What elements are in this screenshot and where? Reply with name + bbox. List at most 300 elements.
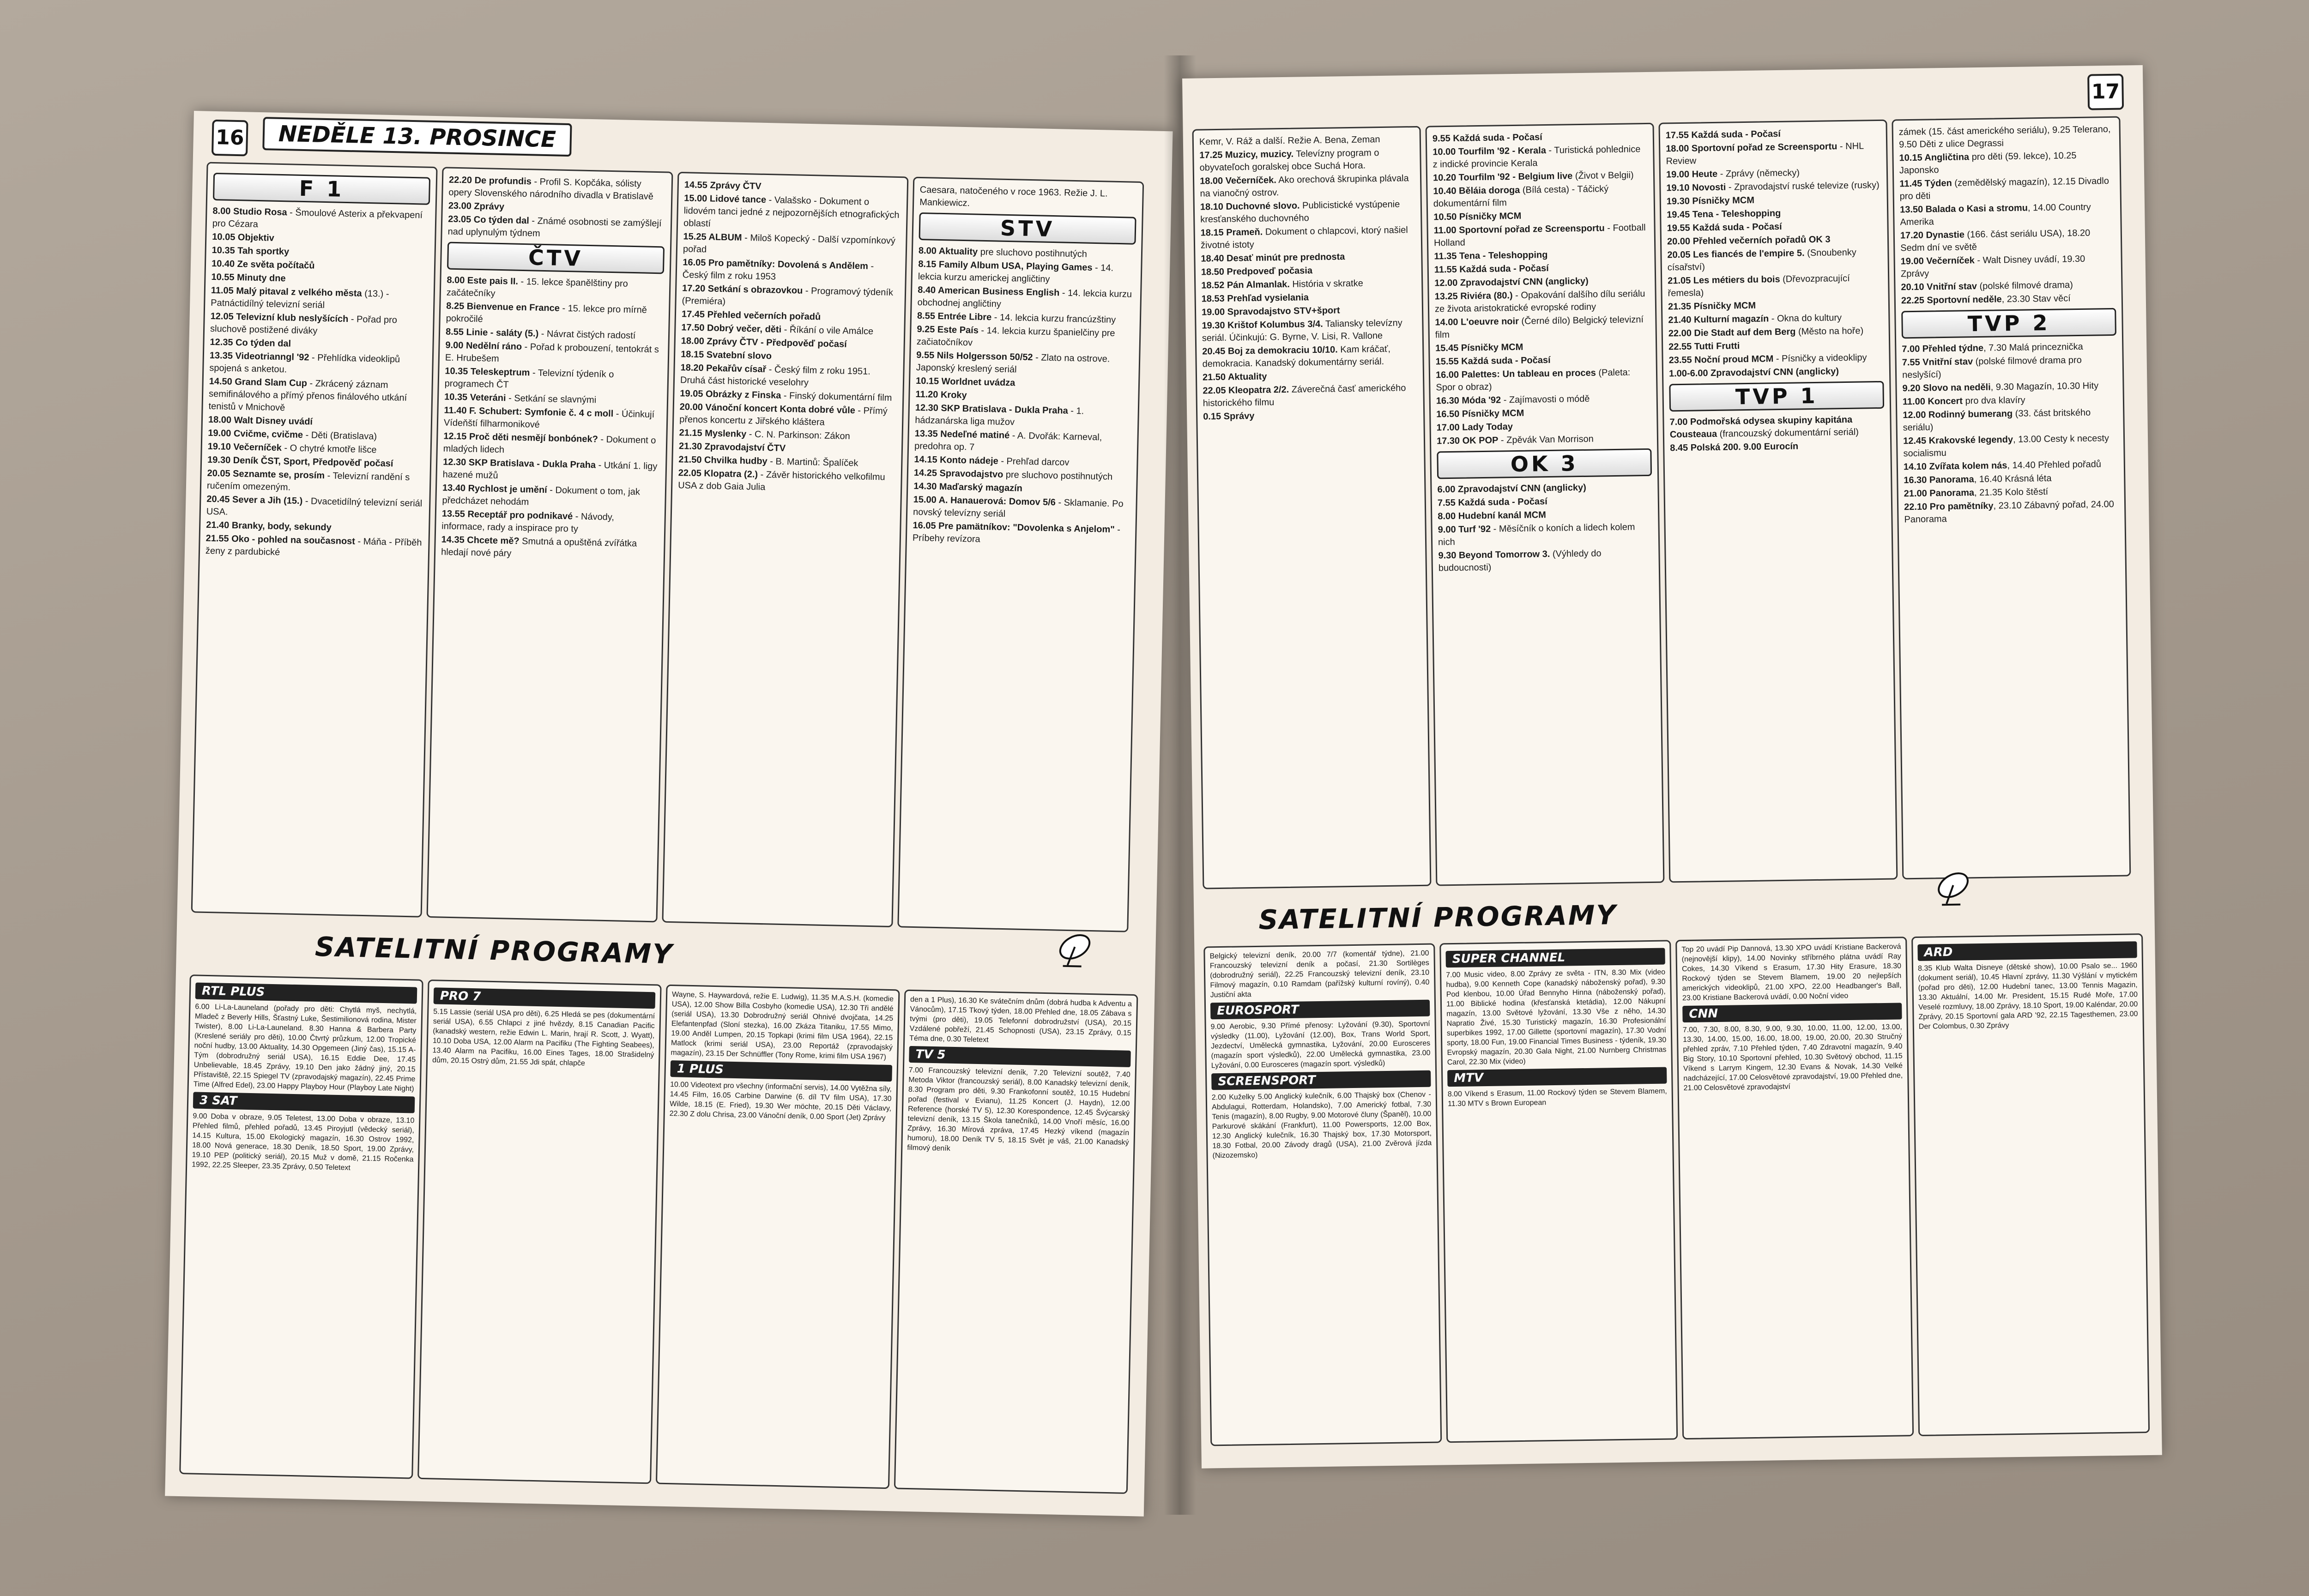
program-time-title: 12.05 Televizní klub neslyšících — [210, 311, 349, 325]
satellite-channel-name: 3 SAT — [193, 1092, 415, 1113]
program-time-title: 18.00 Zprávy ČTV - Předpověď počasí — [681, 336, 847, 350]
program-description: (Paleta: Spor o obraz) — [1436, 367, 1631, 393]
page-number: 16 — [212, 120, 248, 157]
satellite-column — [417, 979, 662, 1484]
program-description: - Zpěvák Van Morrison — [1498, 434, 1594, 446]
program-description: (166. část seriálu USA), 18.20 Sedm dní ve světě — [1900, 228, 2091, 254]
program-entry — [448, 174, 666, 204]
program-time-title: 19.10 Novosti — [1666, 182, 1726, 193]
satellite-dish-icon — [1932, 866, 1974, 908]
program-description: - Závěr historického velkofilmu USA z dob Gaia Julia — [678, 469, 885, 493]
program-description: , 21.35 Kolo štěstí — [1974, 486, 2049, 498]
program-description: - Máňa - Příběh ženy z pardubické — [205, 536, 422, 558]
program-list — [1666, 127, 1885, 454]
program-description: - C. N. Parkinson: Zákon — [746, 429, 850, 441]
program-description: - Zprávy (německy) — [1717, 168, 1800, 179]
program-description: - Přehlídka videoklipů spojená s anketou. — [209, 352, 400, 375]
channel-name: TVP 1 — [1669, 381, 1884, 411]
program-entry — [1200, 172, 1415, 200]
program-time-title: 8.55 Linie - saláty (5.) — [445, 326, 539, 339]
program-time-title: 18.15 Prameň. — [1200, 227, 1263, 238]
program-time-title: 10.35 Tah sportky — [212, 245, 290, 257]
program-time-title: 13.55 Receptář pro podnikavé — [441, 508, 573, 522]
program-entry — [212, 205, 430, 235]
program-entry — [1666, 166, 1881, 181]
program-time-title: 9.20 Slovo na neděli — [1902, 382, 1991, 394]
program-entry — [1433, 182, 1648, 210]
program-time-title: 17.45 Přehled večerních pořadů — [681, 309, 821, 322]
program-description: Dokument o chlapcovi, ktorý našiel životné istoty — [1200, 225, 1408, 251]
program-entry — [1667, 233, 1882, 248]
program-entry — [1899, 175, 2115, 203]
program-entry — [1668, 351, 1883, 367]
program-entry — [1901, 253, 2116, 280]
program-time-title: 15.25 ALBUM — [683, 231, 742, 243]
program-time-title: 21.00 Panorama — [1904, 488, 1975, 499]
program-time-title: 19.10 Večerníček — [207, 441, 282, 453]
program-entry — [1199, 133, 1414, 148]
program-time-title: 16.50 Písničky MCM — [1436, 408, 1524, 420]
program-time-title: 10.40 Běláia doroga — [1433, 185, 1520, 197]
program-list — [206, 205, 430, 562]
program-list — [913, 184, 1137, 549]
program-entry — [1434, 274, 1649, 290]
program-time-title: 22.00 Die Stadt auf dem Berg — [1668, 326, 1796, 339]
satellite-channel-name: TV 5 — [909, 1046, 1131, 1067]
program-description: pro dva klavíry — [1962, 395, 2025, 406]
program-entry — [1433, 222, 1649, 249]
program-entry — [1668, 272, 1883, 300]
program-time-title: 11.00 Sportovní pořad ze Screensportu — [1433, 223, 1605, 236]
program-description: - Návody, informace, rady a inspirace pro ty — [441, 511, 615, 534]
program-entry — [1202, 317, 1417, 345]
program-description: , 16.40 Krásná léta — [1974, 473, 2052, 485]
program-time-title: 14.35 Chcete mě? — [441, 534, 520, 546]
program-entry — [1667, 206, 1881, 221]
program-entry — [1903, 432, 2118, 460]
program-description: - Football Holland — [1433, 223, 1646, 248]
program-time-title: 19.55 Každá suda - Počasí — [1667, 221, 1782, 234]
program-time-title: 17.25 Muzicy, muzicy. — [1199, 149, 1294, 161]
program-entry — [1666, 179, 1881, 194]
program-time-title: 16.30 Móda '92 — [1436, 395, 1501, 406]
program-time-title: 7.55 Každá suda - Počasí — [1437, 496, 1547, 508]
program-time-title: 21.50 Aktuality — [1202, 371, 1267, 383]
program-entry — [447, 213, 665, 243]
program-time-title: 20.00 Přehled večerních pořadů OK 3 — [1667, 234, 1831, 247]
satellite-channel-name: MTV — [1447, 1067, 1667, 1087]
program-time-title: 14.15 Konto nádeje — [914, 454, 999, 466]
program-time-title: 19.30 Krištof Kolumbus 3/4. — [1202, 319, 1323, 331]
satellite-channel-name: ARD — [1917, 941, 2137, 961]
program-description: (Dřevozpracující řemesla) — [1668, 273, 1850, 299]
program-description: História v skratke — [1289, 278, 1363, 290]
channel-column — [1425, 123, 1664, 886]
program-description: Televízny program o obyvateľoch goralskej obce Suchá Hora. — [1199, 148, 1379, 173]
program-description: - Měsíčník o koních a lidech kolem nich — [1438, 522, 1635, 548]
program-description: - NHL Review — [1666, 141, 1864, 167]
program-entry — [682, 256, 900, 286]
program-time-title: 18.40 Desať minút pre prednosta — [1201, 252, 1345, 264]
program-time-title: 10.15 Worldnet uvádza — [915, 375, 1015, 388]
program-description: Publicistické vystúpenie kresťanského duchovného — [1200, 199, 1400, 225]
program-description: - Programový týdeník (Premiéra) — [682, 285, 894, 307]
program-description: - 14. lekcia kurzu americkej angličtiny — [918, 262, 1114, 284]
satellite-schedule-text: 2.00 Kuželky 5.00 Anglický kulečník, 6.00 Thajský box (Chenov - Abdulagui, Rotterdam, Holandsko), 7.00 Americký fotbal, 7.30 Tenis (magazín), 8.00 Rugby, 9.00 Motorové čluny (Španěl), 10.00 Parkurové skákání (Frankfurt), 11.00 Powersports, 12.00 Box, 12.30 Anglický kulečník, 16.30 Thajský box, 17.30 Motorsport, 18.30 Fotbal, 20.00 Závody dragů (USA), 21.00 Zvěrová jízda (Nizozemsko) — [1211, 1090, 1432, 1160]
program-description: - Zkrácený záznam semifinálového a přímý přenos finálového utkání tenistů v Mnichově — [208, 378, 407, 413]
program-description: - Utkání 1. ligy hazené mužů — [442, 460, 658, 481]
satellite-schedule-text: 9.00 Aerobic, 9.30 Přímé přenosy: Lyžování (9.30), Sportovní výsledky (11.00), Lyžování (12.00), Box, Trans World Sport, Jezdectví, Umělecká gymnastika, Lyžování, 20.00 Eurosceres (magazín sport výsledků), 22.00 Umělecká gymnastika, 23.00 Lyžování, 0.00 Eurosceres (magazín sport. výsledků) — [1210, 1020, 1431, 1070]
program-entry — [1202, 343, 1417, 370]
program-description: - Říkání o vile Amálce — [781, 324, 874, 337]
program-list — [1899, 123, 2119, 526]
program-description: pre sluchovo postihnutých — [977, 247, 1088, 260]
program-time-title: 21.30 Zpravodajství ČTV — [678, 441, 786, 453]
program-time-title: 8.00 Studio Rosa — [212, 206, 287, 218]
channel-column — [897, 177, 1144, 932]
program-description: - Televizní randění s ručením omezeným. — [206, 471, 410, 493]
program-time-title: 22.05 Kleopatra 2/2. — [1203, 384, 1289, 396]
program-time-title: 10.50 Písničky MCM — [1433, 211, 1522, 223]
program-entry — [1435, 339, 1650, 355]
program-description: - Děti (Bratislava) — [302, 430, 377, 442]
program-time-title: 18.53 Prehľad vysielania — [1201, 292, 1309, 304]
program-time-title: 14.00 L'oeuvre noir — [1435, 316, 1519, 328]
program-time-title: 16.30 Panorama — [1904, 474, 1974, 486]
program-time-title: 12.30 SKP Bratislava - Dukla Praha — [915, 402, 1068, 416]
program-entry — [1203, 369, 1417, 384]
program-time-title: 21.55 Oko - pohled na současnost — [206, 533, 356, 547]
program-time-title: 8.55 Entrée Libre — [917, 310, 992, 323]
program-description: , 13.00 Cesty k necesty socialismu — [1903, 433, 2110, 459]
program-description: (Město na hoře) — [1795, 326, 1864, 337]
program-time-title: 8.00 Aktuality — [918, 245, 978, 257]
satellite-title: SATELITNÍ PROGRAMY — [1258, 899, 1617, 936]
program-time-title: 15.00 Lidové tance — [684, 193, 767, 205]
program-time-title: 12.00 Zpravodajství CNN (anglicky) — [1434, 276, 1589, 289]
program-description: - Český film z roku 1951. Druhá část historické veselohry — [680, 364, 871, 388]
program-entry — [1668, 298, 1883, 313]
page-number: 17 — [2087, 74, 2124, 110]
program-time-title: 13.25 Riviéra (80.) — [1434, 290, 1513, 302]
program-entry — [206, 493, 424, 523]
program-entry — [917, 284, 1135, 314]
program-entry — [443, 430, 661, 459]
program-list — [1433, 130, 1653, 574]
program-time-title: 11.35 Tena - Teleshopping — [1434, 249, 1548, 262]
program-time-title: 18.20 Pekařův císař — [680, 363, 767, 375]
program-entry — [444, 365, 662, 395]
program-time-title: 18.52 Pán Almanlak. — [1201, 279, 1290, 291]
program-time-title: 19.05 Obrázky z Finska — [680, 388, 781, 401]
program-entry — [442, 482, 659, 511]
program-time-title: 17.20 Setkání s obrazovkou — [682, 283, 803, 296]
channel-column — [427, 167, 673, 922]
program-entry — [1201, 277, 1416, 292]
program-description: (13.) - Patnáctidílný televizní seriál — [211, 288, 389, 311]
program-entry — [1667, 193, 1881, 208]
program-time-title: 14.50 Grand Slam Cup — [209, 376, 308, 389]
channel-name: OK 3 — [1437, 448, 1652, 479]
program-time-title: 12.35 Co týden dal — [210, 337, 291, 349]
program-entry — [1903, 406, 2118, 434]
program-time-title: 10.00 Tourfilm '92 - Kerala — [1433, 145, 1547, 157]
program-description: (Snoubenky císařství) — [1667, 247, 1856, 273]
program-entry — [1436, 392, 1651, 407]
satellite-schedule-text: 6.00 Li-La-Launeland (pořady pro děti: Chytlá myš, nechytlá, Mladeč z Beverly Hills, Šťastný Luke, Šestimilionová rodina, Mister Twister), 8.00 Li-La-Launeland. 8.30 Hanna & Barbera Party (Kreslené seriály pro děti), 10.00 Čtvrtý průzkum, 12.00 Tropické noční hudby, 13.00 Aktuality, 14.30 Opgemeen (Jiný čas), 15.15 A-Tým (dobrodružný seriál USA), 16.15 Eddie Dee, 17.45 Unbelievable, 18.45 Zprávy, 19.10 Den jako žádný jiný, 20.15 Přístaviště, 22.15 Spiegel TV (zpravodajský magazín), 22.45 Prime Time (Alfred Edel), 23.00 Happy Playboy Hour (Playboy Late Night) — [193, 1003, 417, 1093]
channel-column — [1192, 126, 1432, 889]
channel-grid — [1192, 116, 2145, 889]
program-description: , 23.10 Zábavný pořad, 24.00 Panorama — [1904, 499, 2114, 525]
program-description: , 23.30 Stav věcí — [2001, 293, 2071, 305]
program-description: - Setkání se slavnými — [506, 393, 597, 405]
program-time-title: 19.00 Heute — [1666, 169, 1718, 180]
program-time-title: 18.10 Duchovné slovo. — [1200, 200, 1300, 212]
program-time-title: 10.20 Tourfilm '92 - Belgium live — [1433, 171, 1573, 183]
program-time-title: 10.35 Veteráni — [444, 392, 506, 404]
satellite-column — [1203, 943, 1442, 1446]
satellite-schedule-text: Belgický televizní deník, 20.00 7/7 (komentář týdne), 21.00 Francouzský televizní deník a počasí, 21.30 Sortilèges (dobrodružný seriál), 22.25 Francouzský televizní deník, 23.10 Filmový magazín, 0.10 Ramdam (pařížský kulturní rovíný), 0.40 Justiční akta — [1209, 949, 1430, 999]
program-entry — [1902, 340, 2116, 356]
program-time-title: 10.55 Minuty dne — [211, 272, 286, 284]
program-entry — [1434, 248, 1649, 263]
satellite-schedule-text: 7.00 Music video, 8.00 Zprávy ze světa - ITN, 8.30 Mix (video hudba), 9.00 Kenneth Cope (kanadský náboženský pořad), 9.30 Pod klenbou, 10.00 Úřad Bennyho Hinna (náboženský pořad), 11.00 Biblické hodina (křesťanská ktetádia), 12.00 Nákupní magazín, 13.00 Světové lyžování, 13.30 Vše z něho, 14.30 Napratio Živé, 15.30 Turistický magazín, 16.30 Profesionální superbikes 1992, 17.00 Gillette (sportovní magazín), 17.30 Vodní sporty, 18.00 Fun, 19.00 Financial Times Business - týdeník, 19.30 Evropský magazín, 20.30 Gala Night, 21.00 Nurnberg Christmas Carol, 22.30 Mix (video) — [1446, 968, 1667, 1067]
channel-column — [191, 162, 438, 918]
program-description: - Písničky a videoklipy — [1773, 352, 1867, 364]
program-entry — [447, 274, 664, 304]
program-description: (Výhledy do budoucnosti) — [1438, 548, 1602, 574]
program-time-title: 10.15 Angličtina — [1899, 152, 1970, 163]
program-time-title: 20.45 Sever a Jih (15.) — [206, 494, 303, 507]
program-entry — [1438, 547, 1653, 574]
program-time-title: 22.05 Klopatra (2.) — [678, 468, 758, 480]
program-description: - Zpravodajství ruské televize (rusky) — [1726, 180, 1880, 193]
program-time-title: 20.05 Les fiancés de l'empire 5. — [1667, 248, 1805, 260]
satellite-column — [1439, 940, 1678, 1443]
program-entry — [918, 258, 1136, 288]
program-entry — [1899, 149, 2114, 177]
program-time-title: 12.15 Proč děti nesmějí bonbónek? — [443, 431, 598, 445]
program-time-title: 8.15 Family Album USA, Playing Games — [918, 259, 1093, 273]
program-time-title: 11.40 F. Schubert: Symfonie č. 4 c moll — [444, 405, 614, 419]
program-entry — [683, 230, 901, 260]
program-entry — [441, 508, 659, 537]
program-time-title: 21.05 Les métiers du bois — [1668, 274, 1780, 286]
program-time-title: 13.35 Videotrianngl '92 — [209, 350, 309, 363]
program-time-title: 14.25 Spravodajstvo — [913, 467, 1003, 480]
channel-column — [662, 172, 908, 927]
program-time-title: 23.05 Co týden dal — [447, 214, 530, 226]
program-time-title: 11.20 Kroky — [915, 389, 967, 401]
program-entry — [442, 456, 660, 485]
channel-grid — [191, 162, 1158, 933]
program-time-title: 9.55 Každá suda - Počasí — [1432, 132, 1542, 144]
program-description: - Prehľad darcov — [998, 456, 1070, 468]
program-description: - A. Dvořák: Karneval, predohra op. 7 — [914, 430, 1102, 453]
program-description: - Pořad k probouzení, tentokrát s E. Hrubešem — [445, 341, 659, 364]
satellite-schedule-text: 7.00, 7.30, 8.00, 8.30, 9.00, 9.30, 10.00, 11.00, 12.00, 13.00, 13.30, 14.00, 15.00, 16.00, 18.00, 19.00, 20.00, 20.30 Stručný přehled zpráv, 7.10 Přehled týden, 7.40 Zdravotní magazín, 9.40 Big Story, 10.10 Sportovní přehled, 10.30 Světový obchod, 11.15 Víkend s Larrym Kingem, 12.30 Evans & Novak, 14.30 Velké nadcházející, 17.00 Celosvětové zpravodajství, 19.00 Přehled dne, 21.00 Celosvětové zpravodajství — [1682, 1023, 1903, 1093]
channel-column — [1892, 116, 2131, 880]
program-time-title: 19.00 Spravodajstvo STV+šport — [1201, 305, 1340, 318]
program-entry — [1200, 224, 1415, 252]
program-time-title: 7.00 Přehled týdne — [1902, 343, 1984, 355]
right-page — [1182, 65, 2162, 1469]
program-time-title: 7.55 Vnitřní stav — [1902, 357, 1973, 368]
program-time-title: 9.25 Este País — [917, 324, 979, 336]
program-time-title: 23.55 Noční proud MCM — [1668, 354, 1774, 366]
program-description: - Valašsko - Dokument o lidovém tanci jedné z nejpozornějších etnografických oblastí — [683, 194, 900, 229]
satellite-channel-name: PRO 7 — [434, 987, 656, 1009]
program-entry — [917, 323, 1134, 353]
program-entry — [207, 467, 424, 497]
program-entry — [682, 282, 899, 312]
program-description: Kam kráčať, demokracia. Kanadský dokumentárny seriál. — [1202, 344, 1391, 369]
program-time-title: 8.45 Polská 200. 9.00 Eurocín — [1670, 441, 1799, 453]
satellite-column — [179, 974, 423, 1479]
program-description: - Návrat čistých radostí — [538, 328, 636, 341]
program-time-title: 22.10 Pro pamětníky — [1904, 501, 1994, 513]
program-time-title: 21.15 Myslenky — [679, 428, 747, 440]
satellite-schedule-text: den a 1 Plus), 16.30 Ke svátečním dnům (dobrá hudba k Adventu a Vánocům), 17.15 Tkový týden, 18.00 Přehled dne, 18.05 Zábava s tvými (pro děti), 19.05 Telefonní dobrodružství (USA), 20.15 Vzdálené pobřeží, 21.45 Schopnosti (USA), 23.15 Zprávy, 0.15 Téma dne, 0.30 Teletext — [909, 995, 1132, 1044]
program-description: - O chytré kmotře lišce — [281, 443, 377, 455]
program-time-title: 9.30 Beyond Tomorrow 3. — [1438, 549, 1550, 561]
program-list — [678, 179, 901, 496]
program-entry — [444, 404, 661, 434]
program-time-title: 20.45 Boj za demokraciu 10/10. — [1202, 345, 1338, 357]
program-time-title: 10.05 Objektiv — [212, 231, 275, 243]
program-time-title: 18.50 Predpoveď počasia — [1201, 266, 1313, 278]
program-time-title: 0.15 Správy — [1203, 411, 1255, 422]
program-time-title: 1.00-6.00 Zpravodajství CNN (anglicky) — [1668, 366, 1839, 379]
program-time-title: 21.40 Kulturní magazín — [1668, 314, 1769, 326]
program-list — [441, 174, 666, 563]
program-entry — [1436, 419, 1651, 434]
program-entry — [446, 300, 663, 330]
program-entry — [211, 284, 428, 314]
program-description: pro děti (59. lekce), 10.25 Japonsko — [1899, 150, 2077, 176]
program-description: , 7.30 Malá princeznička — [1983, 341, 2083, 353]
program-entry — [1434, 288, 1650, 315]
program-description: - Miloš Kopecký - Další vzpomínkový pořad — [683, 232, 896, 255]
program-entry — [1904, 498, 2119, 526]
satellite-schedule-text: 10.00 Videotext pro všechny (informační servis), 14.00 Vytěžna síly, 14.45 Film, 16.05 Carbine Darwine (6. díl TV film USA), 17.30 Wilde, 18.15 (E. Fried), 19.30 Wer möchte, 20.15 Děti Václavy, 22.30 Z dolu Chrisa, 23.00 Vánoční deník, 0.00 Sport (Jet) Zprávy — [669, 1081, 892, 1122]
program-description: - B. Martinů: Špalíček — [767, 456, 858, 469]
program-description: - 15. lekce španělštiny pro začátečníky — [446, 276, 629, 299]
program-entry — [1435, 314, 1650, 341]
program-time-title: 17.50 Dobrý večer, děti — [681, 322, 782, 335]
program-time-title: 14.55 Zprávy ČTV — [684, 180, 762, 192]
program-description: - 14. lekcia kurzu francúzštiny — [991, 312, 1116, 325]
satellite-schedule-text: 9.00 Doba v obraze, 9.05 Teletest, 13.00 Doba v obraze, 13.10 Přehled filmů, přehled pořadů, 13.45 Piroyjutl (vědecký seriál), 14.15 Kultura, 15.00 Ekologický magazín, 16.30 Ostrov 1992, 18.00 Nová generace, 18.30 Deník, 18.50 Sport, 19.00 Zprávy, 19.10 PEP (politický seriál), 20.15 Muž v domě, 21.15 Ročenka 1992, 22.25 Sleeper, 23.35 Zprávy, 0.50 Teletext — [192, 1112, 415, 1172]
program-entry — [209, 350, 427, 379]
channel-name: TVP 2 — [1901, 308, 2116, 339]
program-description: (polské filmové drama) — [1977, 280, 2073, 292]
program-entry — [1200, 198, 1415, 226]
program-description: - Turistická pohlednice z indické provincie Kerala — [1433, 144, 1641, 170]
program-time-title: 20.05 Seznamte se, prosím — [207, 468, 325, 481]
program-description: Smutná a opuštěná zvířátka hledají nové páry — [441, 536, 637, 559]
program-time-title: 14.10 Zvířata kolem nás — [1903, 460, 2007, 472]
program-entry — [1433, 143, 1648, 171]
program-time-title: 15.00 A. Hanauerová: Domov 5/6 — [913, 494, 1056, 508]
program-time-title: 17.00 Lady Today — [1436, 422, 1513, 433]
program-entry — [1436, 366, 1651, 394]
satellite-schedule-text: 8.00 Víkend s Erasum, 11.00 Rockový týden se Stevem Blamem, 11.30 MTV s Brown European — [1447, 1087, 1667, 1108]
program-description: - Okna do kultury — [1769, 313, 1842, 324]
program-time-title: 22.25 Sportovní neděle — [1901, 294, 2002, 306]
program-entry — [1669, 365, 1884, 380]
program-description: zámek (15. část amerického seriálu), 9.25 Telerano, 9.50 Děti z ulice Degrassi — [1898, 124, 2111, 150]
program-time-title: 11.00 Koncert — [1902, 396, 1963, 407]
program-description: - Dokument o mladých lidech — [443, 434, 656, 455]
program-description: Ako orechová škrupinka plávala na vianočný ostrov. — [1200, 173, 1409, 199]
program-entry — [206, 532, 423, 562]
program-description: - Opakování dalšího dílu seriálu ze života aristokratické evropské rodiny — [1434, 289, 1645, 314]
program-description: - Šmoulové Asterix a překvapení pro Cézara — [212, 207, 423, 230]
program-time-title: 16.05 Pro pamětníky: Dovolená s Andělem — [683, 257, 869, 272]
program-entry — [1203, 408, 1418, 423]
program-entry — [1670, 439, 1885, 454]
program-entry — [678, 467, 895, 496]
program-entry — [1904, 458, 2118, 473]
satellite-schedule-text: 5.15 Lassie (seriál USA pro děti), 6.25 Hledá se pes (dokumentární seriál USA), 6.55 Chlapci z jiné hvězdy, 8.15 Canadian Pacific (kanadský western, režie Edwin L. Marin, hrají R. Scott, J. Wyatt), 10.10 Doba USA, 12.00 Alarm na Pacifiku (The Fighting Seabees), 13.40 Alarm na Pacifiku, 16.00 Eines Tages, 18.00 Strašidelný dům, 20.15 Ostrý dům, 21.55 Jdi spát, chlapče — [432, 1008, 655, 1068]
program-entry — [1668, 338, 1883, 353]
program-entry — [1900, 201, 2115, 229]
program-entry — [1437, 432, 1651, 447]
program-description: (Život v Belgii) — [1572, 170, 1634, 181]
program-time-title: 9.55 Nils Holgersson 50/52 — [916, 350, 1033, 363]
program-entry — [1199, 146, 1414, 174]
program-entry — [1668, 325, 1883, 340]
satellite-grid — [1203, 933, 2152, 1446]
program-time-title: 18.00 Walt Disney uvádí — [208, 414, 313, 427]
program-entry — [915, 402, 1132, 431]
program-entry — [1434, 261, 1649, 276]
program-entry — [1667, 219, 1881, 235]
program-description: - Známé osobnosti se zamýšlejí nad uplynulým týdnem — [447, 216, 662, 239]
program-time-title: 21.50 Chvilka hudby — [678, 454, 768, 467]
program-time-title: 18.15 Svatební slovo — [680, 349, 772, 362]
satellite-column — [1911, 933, 2150, 1436]
program-time-title: 10.35 Teleskeptrum — [445, 366, 530, 378]
program-description: (33. část britského seriálu) — [1903, 407, 2091, 433]
program-entry — [1904, 485, 2119, 500]
program-entry — [916, 349, 1133, 379]
program-entry — [679, 401, 897, 430]
program-time-title: 12.00 Rodinný bumerang — [1903, 408, 2013, 421]
program-time-title: 19.00 Cvičme, cvičme — [208, 428, 303, 441]
program-time-title: 22.55 Tutti Frutti — [1668, 341, 1740, 352]
program-entry — [1438, 494, 1652, 509]
program-description: - Český film z roku 1953 — [682, 261, 874, 282]
program-time-title: 16.00 Palettes: Un tableau en proces — [1435, 368, 1596, 381]
program-description: , 9.30 Magazín, 10.30 Hity — [1990, 381, 2099, 393]
program-time-title: 7.00 Podmořská odysea skupiny kapitána Cousteaua — [1669, 414, 1853, 440]
program-entry — [1201, 250, 1415, 265]
program-entry — [1201, 263, 1416, 278]
program-time-title: 14.30 Maďarský magazín — [913, 481, 1023, 494]
program-time-title: 6.00 Zpravodajství CNN (anglicky) — [1437, 482, 1586, 495]
program-description: - 14. lekcia kurzu obchodnej angličtiny — [917, 288, 1132, 309]
program-time-title: 21.35 Písničky MCM — [1668, 300, 1756, 312]
program-time-title: 8.40 American Business English — [917, 284, 1060, 298]
program-description: , 14.40 Přehled pořadů — [2007, 459, 2102, 471]
program-entry — [1903, 393, 2117, 408]
program-entry — [683, 192, 901, 234]
satellite-channel-name: CNN — [1682, 1003, 1902, 1022]
program-entry — [913, 520, 1130, 549]
program-time-title: 22.20 De profundis — [448, 175, 532, 187]
